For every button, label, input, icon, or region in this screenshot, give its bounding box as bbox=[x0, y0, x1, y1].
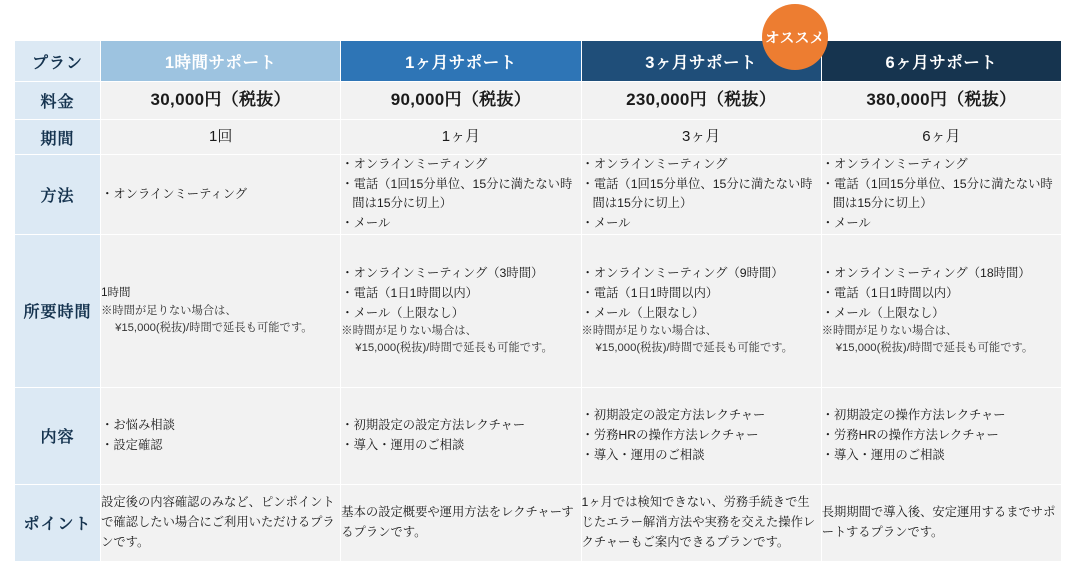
row-label-period: 期間 bbox=[15, 120, 101, 155]
table-row bbox=[15, 387, 1062, 484]
plan-header-4: 6ヶ月サポート bbox=[821, 41, 1061, 82]
time-note-text-2: ¥15,000(税抜)/時間で延長も可能です。 bbox=[355, 342, 553, 355]
time-list-4 bbox=[822, 264, 1061, 323]
price-cell-2 bbox=[341, 82, 581, 120]
plan-header-2: 1ヶ月サポート bbox=[341, 41, 581, 82]
price-cell-4 bbox=[821, 82, 1061, 120]
list-item: ・オンラインミーティング bbox=[821, 157, 968, 171]
method-cell-4 bbox=[821, 155, 1061, 235]
time-cell-4 bbox=[821, 234, 1061, 387]
row-label-point: ポイント bbox=[15, 484, 101, 561]
time-list-2 bbox=[341, 264, 580, 323]
list-item: ・電話（1日1時間以内） bbox=[341, 285, 478, 300]
list-item: ・電話（1回15分単位、15分に満たない時間は15分に切上） bbox=[581, 176, 813, 211]
content-list-3 bbox=[582, 406, 821, 465]
time-note-2 bbox=[341, 323, 580, 357]
plan-header-3: 3ヶ月サポート bbox=[581, 41, 821, 82]
content-cell-4 bbox=[821, 387, 1061, 484]
table-row bbox=[15, 234, 1062, 387]
list-item: ・オンラインミーティング bbox=[581, 157, 728, 171]
time-cell-2 bbox=[341, 234, 581, 387]
price-cell-1 bbox=[101, 82, 341, 120]
list-item: ・メール bbox=[821, 216, 871, 231]
price-tax-4: （税抜） bbox=[947, 90, 1017, 110]
point-text-3: 1ヶ月では検知できない、労務手続きで生じたエラー解消方法や実務を交えた操作レクチャーもご案内できるプランです。 bbox=[581, 494, 816, 549]
row-label-time: 所要時間 bbox=[15, 234, 101, 387]
price-tax-2: （税抜） bbox=[461, 90, 532, 110]
list-item: ・メール（上限なし） bbox=[581, 305, 705, 320]
list-item: ・お悩み相談 bbox=[101, 418, 175, 433]
time-note-text: ※時間が足りない場合は、 bbox=[581, 325, 718, 338]
period-cell-2 bbox=[341, 120, 581, 155]
period-cell-4 bbox=[821, 120, 1061, 155]
price-tax-1: （税抜） bbox=[221, 90, 291, 110]
list-item: ・電話（1回15分単位、15分に満たない時間は15分に切上） bbox=[821, 176, 1053, 211]
price-value-2: 90,000円 bbox=[390, 90, 462, 110]
time-note-3 bbox=[582, 323, 821, 357]
list-item: ・初期設定の設定方法レクチャー bbox=[341, 418, 526, 433]
price-value-1: 30,000円 bbox=[150, 90, 222, 110]
list-item: ・電話（1日1時間以内） bbox=[581, 285, 719, 300]
time-note-1 bbox=[101, 303, 340, 337]
list-item: ・導入・運用のご相談 bbox=[821, 447, 945, 462]
time-cell-3 bbox=[581, 234, 821, 387]
content-list-1 bbox=[101, 416, 340, 455]
method-list-4 bbox=[822, 155, 1061, 234]
list-item: ・メール（上限なし） bbox=[341, 305, 465, 320]
table-row bbox=[15, 484, 1062, 561]
list-item: ・メール bbox=[341, 216, 391, 231]
recommended-badge: オススメ bbox=[762, 4, 828, 70]
time-list-3 bbox=[582, 264, 821, 323]
time-note-text: ※時間が足りない場合は、 bbox=[101, 304, 237, 317]
time-note-4 bbox=[822, 323, 1061, 357]
time-line: 1時間 bbox=[101, 286, 131, 299]
list-item: ・メール bbox=[581, 216, 631, 231]
list-item: ・初期設定の設定方法レクチャー bbox=[581, 408, 766, 423]
method-list-1 bbox=[101, 185, 340, 205]
point-cell-4 bbox=[821, 484, 1061, 561]
method-cell-1 bbox=[101, 155, 341, 235]
time-note-text: ※時間が足りない場合は、 bbox=[341, 325, 477, 338]
table-row bbox=[15, 82, 1062, 120]
table-row bbox=[15, 120, 1062, 155]
point-cell-3 bbox=[581, 484, 821, 561]
plan-header-1: 1時間サポート bbox=[101, 41, 341, 82]
row-label-price: 料金 bbox=[15, 82, 101, 120]
row-label-plan: プラン bbox=[15, 41, 101, 82]
price-cell-3 bbox=[581, 82, 821, 120]
list-item: ・導入・運用のご相談 bbox=[341, 437, 465, 452]
time-cell-1 bbox=[101, 234, 341, 387]
list-item: ・設定確認 bbox=[101, 437, 163, 452]
list-item: ・労務HRの操作方法レクチャー bbox=[581, 427, 759, 442]
list-item: ・オンラインミーティング（9時間） bbox=[581, 266, 784, 281]
period-value-2: 1ヶ月 bbox=[441, 128, 481, 146]
method-list-3 bbox=[582, 155, 821, 234]
content-list-4 bbox=[822, 406, 1061, 465]
content-cell-1 bbox=[101, 387, 341, 484]
point-text-4: 長期期間で導入後、安定運用するまでサポートするプランです。 bbox=[821, 504, 1056, 539]
list-item: ・オンラインミーティング（3時間） bbox=[341, 266, 544, 281]
list-item: ・オンラインミーティング（18時間） bbox=[821, 266, 1031, 281]
list-item: ・オンラインミーティング bbox=[341, 157, 488, 171]
point-text-2: 基本の設定概要や運用方法をレクチャーするプランです。 bbox=[341, 504, 574, 539]
period-cell-3 bbox=[581, 120, 821, 155]
point-text-1: 設定後の内容確認のみなど、ピンポイントで確認したい場合にご利用いただけるプランです。 bbox=[101, 494, 335, 549]
time-note-text-2: ¥15,000(税抜)/時間で延長も可能です。 bbox=[595, 342, 793, 355]
period-value-1: 1回 bbox=[209, 128, 233, 146]
time-note-text-2: ¥15,000(税抜)/時間で延長も可能です。 bbox=[115, 321, 313, 334]
period-cell-1 bbox=[101, 120, 341, 155]
row-label-content: 内容 bbox=[15, 387, 101, 484]
content-cell-2 bbox=[341, 387, 581, 484]
list-item: ・初期設定の操作方法レクチャー bbox=[821, 408, 1006, 423]
list-item: ・労務HRの操作方法レクチャー bbox=[821, 427, 999, 442]
list-item: ・電話（1回15分単位、15分に満たない時間は15分に切上） bbox=[341, 176, 573, 211]
period-value-3: 3ヶ月 bbox=[681, 128, 721, 146]
list-item: ・導入・運用のご相談 bbox=[581, 447, 705, 462]
period-value-4: 6ヶ月 bbox=[922, 128, 961, 146]
time-note-text-2: ¥15,000(税抜)/時間で延長も可能です。 bbox=[835, 342, 1034, 355]
list-item: ・電話（1日1時間以内） bbox=[821, 285, 959, 300]
point-cell-1 bbox=[101, 484, 341, 561]
price-value-4: 380,000円 bbox=[866, 90, 948, 110]
list-item: ・メール（上限なし） bbox=[821, 305, 945, 320]
price-value-3: 230,000円 bbox=[626, 90, 707, 110]
list-item: ・オンラインミーティング bbox=[101, 186, 248, 201]
method-cell-3 bbox=[581, 155, 821, 235]
price-tax-3: （税抜） bbox=[706, 90, 777, 110]
method-cell-2 bbox=[341, 155, 581, 235]
row-label-method: 方法 bbox=[15, 155, 101, 235]
table-row bbox=[15, 155, 1062, 235]
table-header-row bbox=[15, 41, 1062, 82]
content-list-2 bbox=[341, 416, 580, 455]
method-list-2 bbox=[341, 155, 580, 234]
time-note-text: ※時間が足りない場合は、 bbox=[821, 325, 958, 338]
point-cell-2 bbox=[341, 484, 581, 561]
content-cell-3 bbox=[581, 387, 821, 484]
plan-comparison-table bbox=[14, 40, 1062, 562]
